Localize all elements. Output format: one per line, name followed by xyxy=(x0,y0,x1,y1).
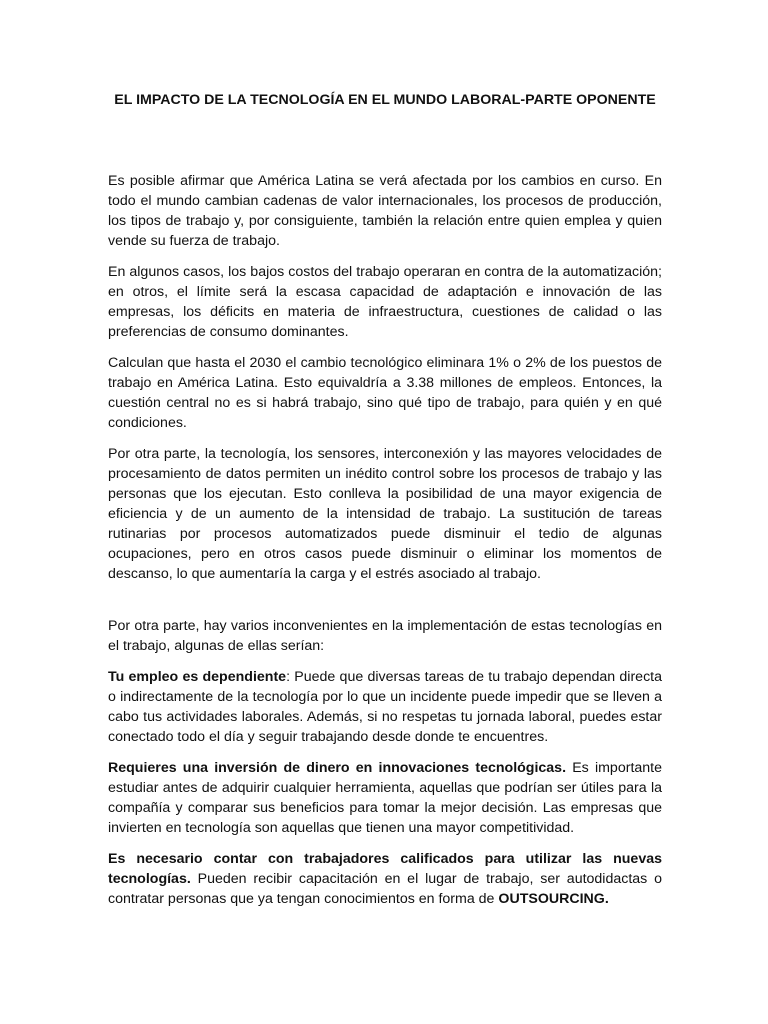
paragraph-2: En algunos casos, los bajos costos del trabajo operaran en contra de la automatización; en otros, el límite será la escasa capacidad de adaptación e innovación de las empresas, los déficits en materia de infraestructura, cuestiones de calidad o las preferencias de consumo dominantes. xyxy=(108,264,662,340)
point-investment xyxy=(108,758,662,838)
point-text: Es importante estudiar antes de adquirir cualquier herramienta, aquellas que podrían ser útiles para la compañía y comparar sus beneficios para tomar la mejor decisión. Las empresas que invierten en tecnología son aquellas que tienen una mayor competitividad. xyxy=(108,760,662,836)
point-qualified-workers xyxy=(108,849,662,909)
point-dependent-job xyxy=(108,667,662,747)
point-heading: Es necesario contar con trabajadores calificados para utilizar las nuevas tecnologías. xyxy=(108,851,662,887)
paragraph-5: Por otra parte, hay varios inconvenientes en la implementación de estas tecnologías en el trabajo, algunas de ellas serían: xyxy=(108,618,662,654)
outsourcing-term: OUTSOURCING. xyxy=(498,891,609,907)
document-body xyxy=(108,171,662,920)
paragraph-1: Es posible afirmar que América Latina se verá afectada por los cambios en curso. En todo el mundo cambian cadenas de valor internacionales, los procesos de producción, los tipos de trabajo y, por consiguiente, también la relación entre quien emplea y quien vende su fuerza de trabajo. xyxy=(108,173,662,249)
point-heading: Tu empleo es dependiente xyxy=(108,669,287,685)
point-text: Pueden recibir capacitación en el lugar de trabajo, ser autodidactas o contratar personas que ya tengan conocimientos en forma de xyxy=(108,871,662,907)
paragraph-4: Por otra parte, la tecnología, los sensores, interconexión y las mayores velocidades de procesamiento de datos permiten un inédito control sobre los procesos de trabajo y las personas que los ejecutan. Esto conlleva la posibilidad de una mayor exigencia de eficiencia y de un aumento de la intensidad de trabajo. La sustitución de tareas rutinarias por procesos automatizados puede disminuir el tedio de algunas ocupaciones, pero en otros casos puede disminuir o eliminar los momentos de descanso, lo que aumentaría la carga y el estrés asociado al trabajo. xyxy=(108,446,662,582)
document-title: EL IMPACTO DE LA TECNOLOGÍA EN EL MUNDO LABORAL-PARTE OPONENTE xyxy=(114,92,656,108)
point-heading: Requieres una inversión de dinero en innovaciones tecnológicas. xyxy=(108,760,567,776)
point-text: : Puede que diversas tareas de tu trabajo dependan directa o indirectamente de la tecnología por lo que un incidente puede impedir que se lleven a cabo tus actividades laborales. Además, si no respetas tu jornada laboral, puedes estar conectado todo el día y seguir trabajando desde donde te encuentres. xyxy=(108,669,662,745)
paragraph-3: Calculan que hasta el 2030 el cambio tecnológico eliminara 1% o 2% de los puestos de trabajo en América Latina. Esto equivaldría a 3.38 millones de empleos. Entonces, la cuestión central no es si habrá trabajo, sino qué tipo de trabajo, para quién y en qué condiciones. xyxy=(108,355,662,431)
